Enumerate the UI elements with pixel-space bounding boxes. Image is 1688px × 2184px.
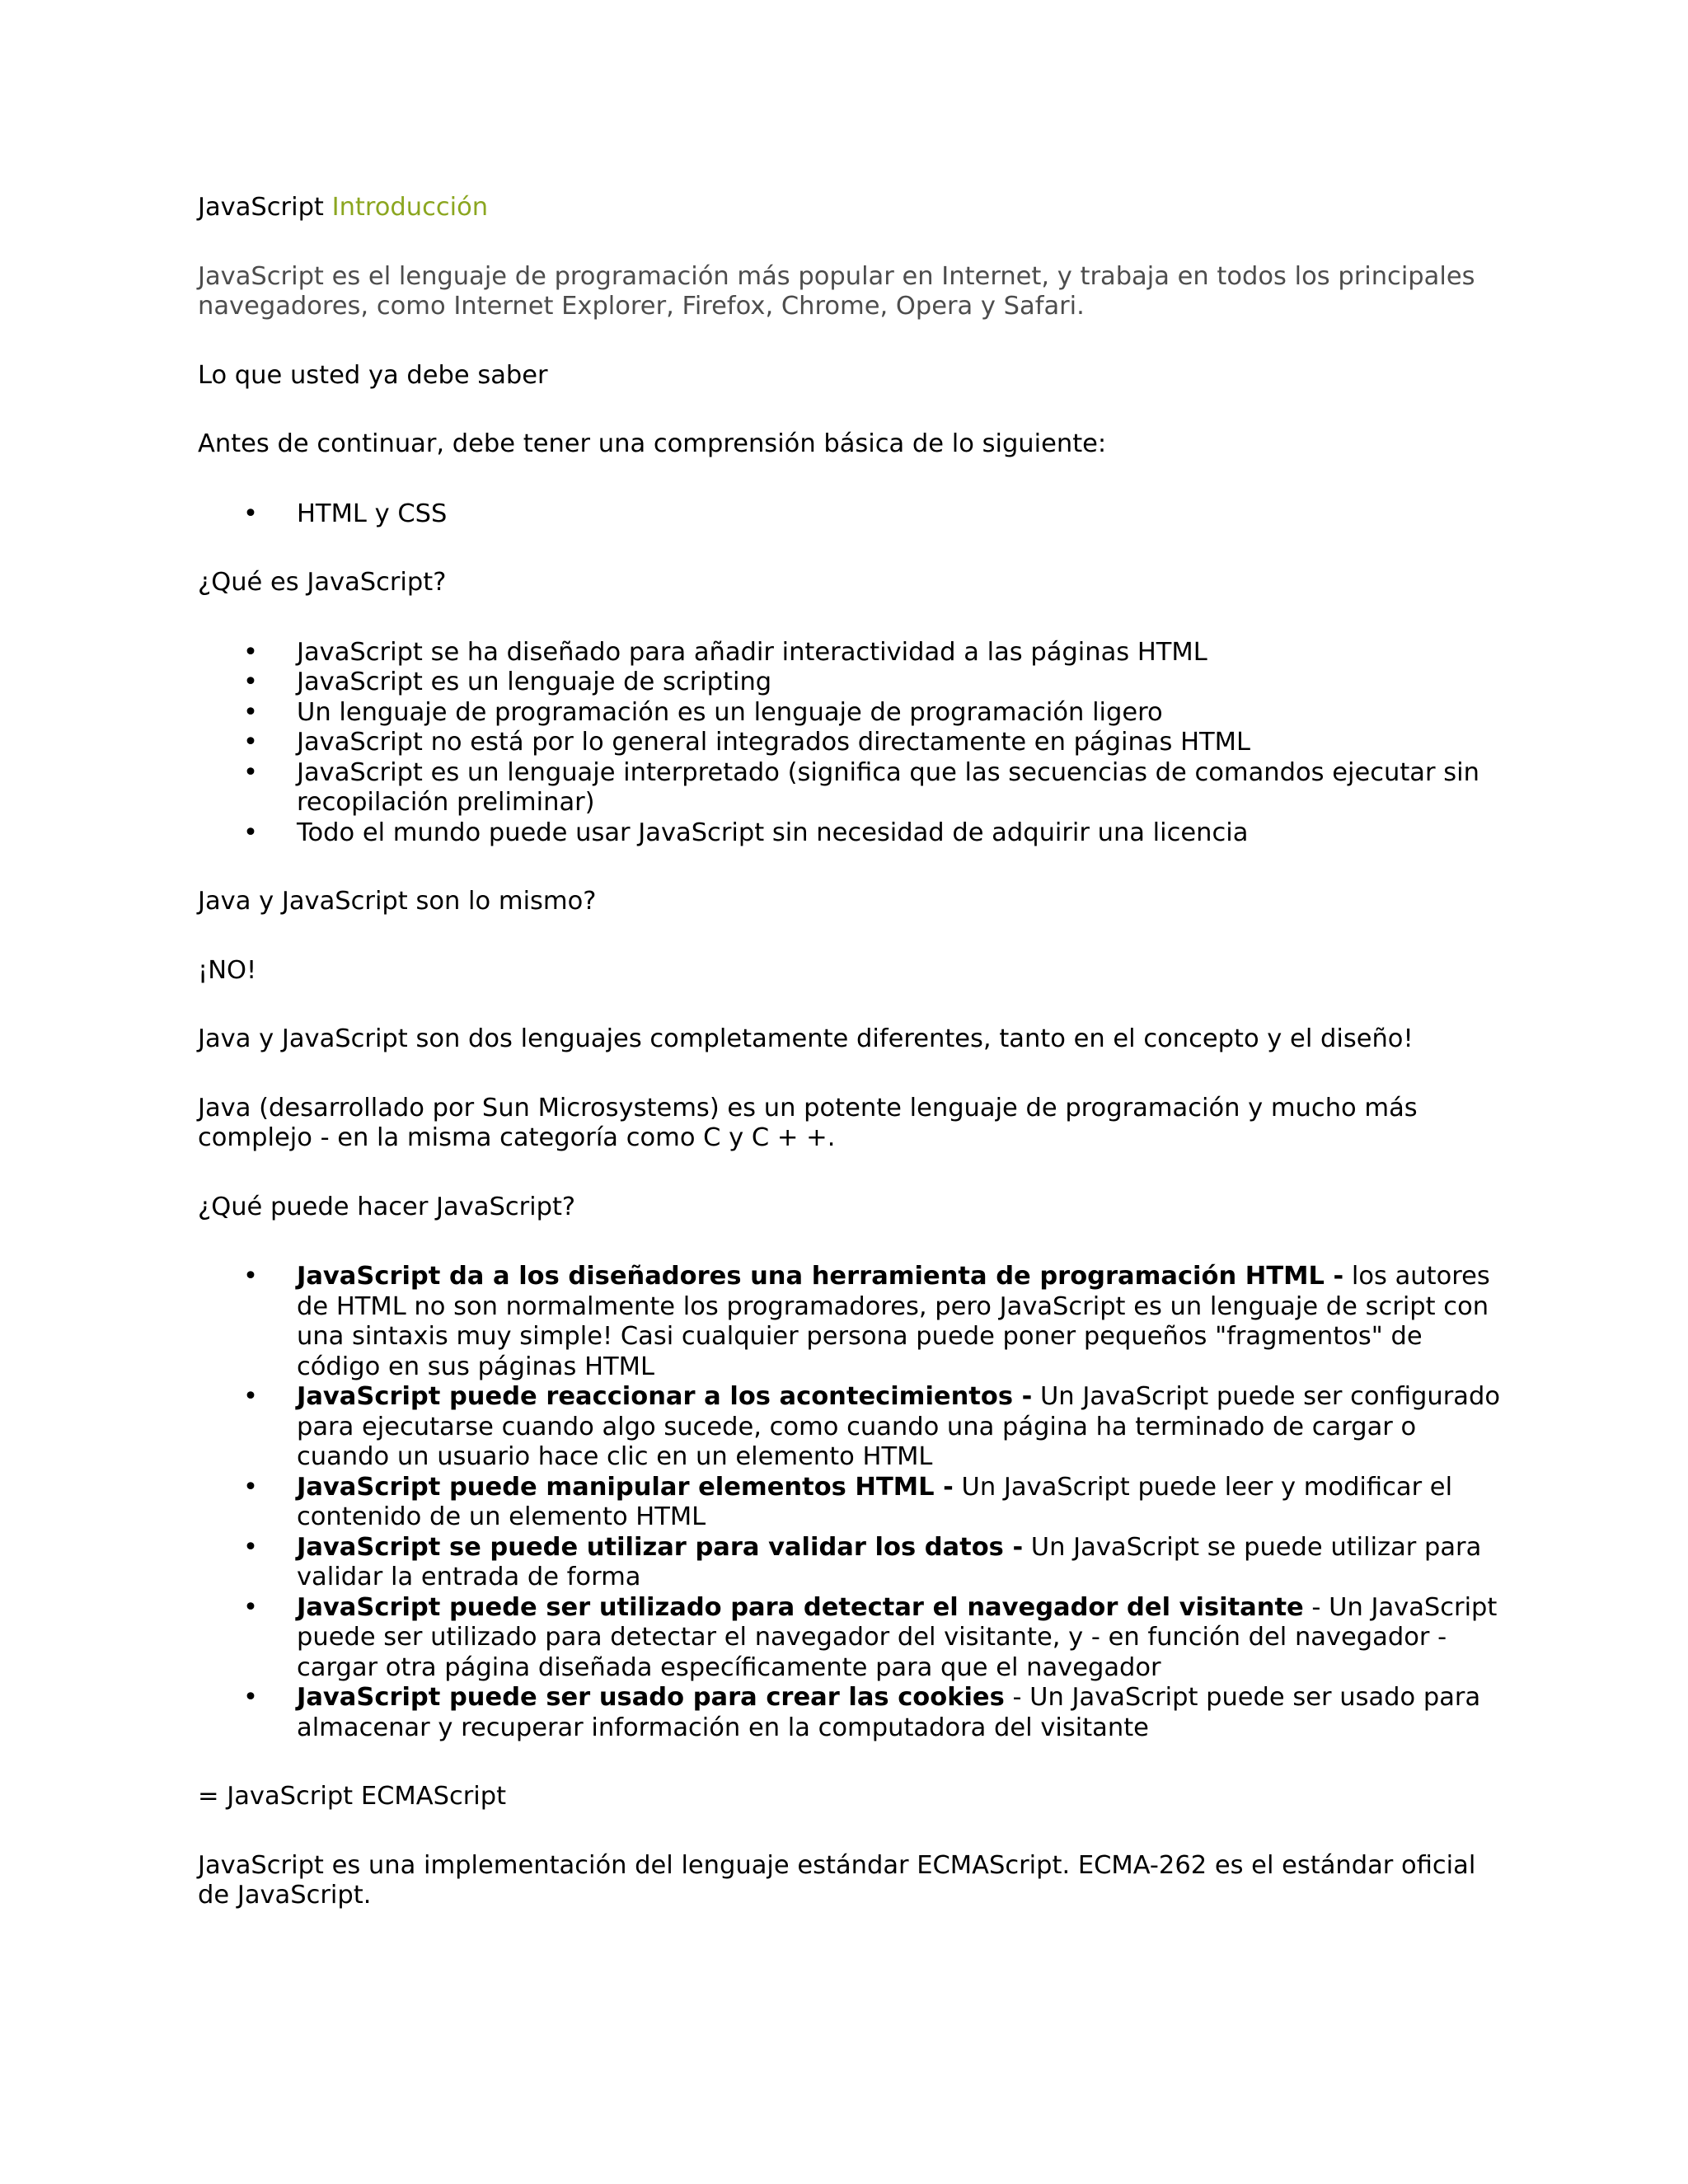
item-bold: JavaScript puede ser utilizado para detectar el navegador del visitante — [297, 1592, 1304, 1622]
item-bold: JavaScript da a los diseñadores una herramienta de programación HTML - — [297, 1262, 1344, 1291]
list-item — [198, 1533, 1500, 1593]
item-text: los autores de HTML no son normalmente los programadores, pero JavaScript es un lenguaje de script con una sintaxis muy simple! Casi cualquier persona puede poner pequeños "fragmentos" de código en sus páginas HTML — [297, 1262, 1490, 1381]
list-item — [198, 1382, 1500, 1473]
title-accent: Introducción — [331, 193, 489, 222]
list-item: • JavaScript no está por lo general integrados directamente en páginas HTML — [198, 728, 1500, 758]
prereq-list — [198, 499, 1500, 530]
java-paragraph-2: Java (desarrollado por Sun Microsystems) es un potente lenguaje de programación y mucho más complejo - en la misma categoría como C y C + +. — [198, 1093, 1418, 1152]
can-do-list — [198, 1262, 1500, 1743]
item-bold: JavaScript puede reaccionar a los acontecimientos - — [297, 1382, 1033, 1411]
java-heading: Java y JavaScript son lo mismo? — [198, 887, 597, 916]
list-item: • JavaScript es un lenguaje interpretado (significa que las secuencias de comandos ejecutar sin recopilación preliminar) — [198, 758, 1500, 818]
document-page — [198, 193, 1500, 1911]
list-item — [198, 1593, 1500, 1684]
what-is-list — [198, 638, 1500, 849]
item-bold: JavaScript puede ser usado para crear las cookies — [297, 1683, 1005, 1712]
list-item — [198, 1262, 1500, 1382]
list-item — [198, 1683, 1500, 1743]
what-is-heading: ¿Qué es JavaScript? — [198, 568, 447, 597]
list-item: • JavaScript se ha diseñado para añadir interactividad a las páginas HTML — [198, 638, 1500, 668]
list-item: • Todo el mundo puede usar JavaScript sin necesidad de adquirir una licencia — [198, 818, 1500, 849]
ecma-heading: = JavaScript ECMAScript — [198, 1782, 507, 1811]
item-text: Un JavaScript puede ser configurado para ejecutarse cuando algo sucede, como cuando una página ha terminado de cargar o cuando un usuario hace clic en un elemento HTML — [297, 1382, 1500, 1471]
item-text: - Un JavaScript puede ser usado para almacenar y recuperar información en la computadora del visitante — [297, 1683, 1481, 1742]
prereq-heading: Lo que usted ya debe saber — [198, 360, 548, 390]
ecma-paragraph: JavaScript es una implementación del lenguaje estándar ECMAScript. ECMA-262 es el estándar oficial de JavaScript. — [198, 1850, 1476, 1910]
list-item: • JavaScript es un lenguaje de scripting — [198, 668, 1500, 698]
item-bold: JavaScript se puede utilizar para validar los datos - — [297, 1532, 1024, 1562]
list-item — [198, 1473, 1500, 1533]
java-answer: ¡NO! — [198, 955, 257, 985]
intro-paragraph: JavaScript es el lenguaje de programación más popular en Internet, y trabaja en todos los principales navegadores, como Internet Explorer, Firefox, Chrome, Opera y Safari. — [198, 261, 1475, 321]
item-text: Un JavaScript puede leer y modificar el contenido de un elemento HTML — [297, 1472, 1453, 1531]
title-main: JavaScript — [198, 193, 324, 222]
page-title — [198, 193, 1500, 223]
prereq-lead: Antes de continuar, debe tener una comprensión básica de lo siguiente: — [198, 429, 1107, 458]
can-do-heading: ¿Qué puede hacer JavaScript? — [198, 1192, 576, 1221]
list-item: • Un lenguaje de programación es un lenguaje de programación ligero — [198, 698, 1500, 729]
item-bold: JavaScript puede manipular elementos HTML - — [297, 1472, 954, 1502]
item-text: Un JavaScript se puede utilizar para validar la entrada de forma — [297, 1532, 1482, 1591]
item-text: - Un JavaScript puede ser utilizado para detectar el navegador del visitante, y - en función del navegador - cargar otra página diseñada específicamente para que el navegador — [297, 1592, 1498, 1682]
java-paragraph-1: Java y JavaScript son dos lenguajes completamente diferentes, tanto en el concepto y el diseño! — [198, 1024, 1414, 1053]
list-item: • HTML y CSS — [198, 499, 1500, 530]
